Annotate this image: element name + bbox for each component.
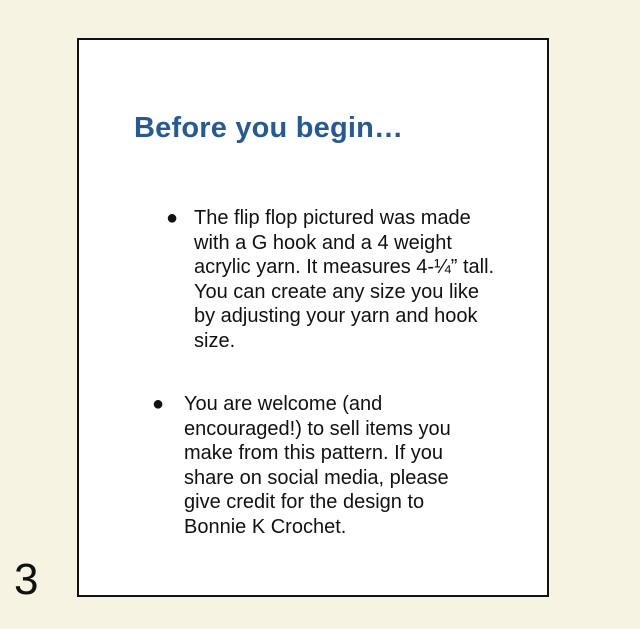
bullet-marker: ● — [152, 393, 165, 415]
bullet-line: encouraged!) to sell items you — [184, 417, 451, 440]
bullet-text — [184, 392, 482, 539]
bullet-line: with a G hook and a 4 weight — [194, 231, 452, 254]
page-number: 3 — [14, 555, 39, 604]
bullet-line: make from this pattern. If you — [184, 442, 443, 464]
bullet-marker: ● — [166, 207, 179, 229]
bullet-line: Bonnie K Crochet. — [184, 515, 347, 538]
bullet-line: give credit for the design to — [184, 491, 425, 513]
bullet-item-hook-and-yarn — [166, 206, 496, 353]
bullet-line: size. — [194, 329, 236, 352]
bullet-line: share on social media, please — [184, 466, 449, 489]
bullet-text — [194, 206, 496, 353]
bullet-line: The flip flop pictured was made — [194, 207, 471, 229]
bullet-line: acrylic yarn. It measures 4-¼” tall. — [194, 256, 495, 278]
bullet-line: You are welcome (and — [184, 393, 383, 415]
bullet-line: by adjusting your yarn and hook — [194, 305, 478, 327]
bullet-item-selling-permission — [152, 392, 482, 539]
document-card — [77, 38, 549, 597]
bullet-line: You can create any size you like — [194, 280, 479, 303]
section-heading: Before you begin… — [134, 112, 404, 144]
